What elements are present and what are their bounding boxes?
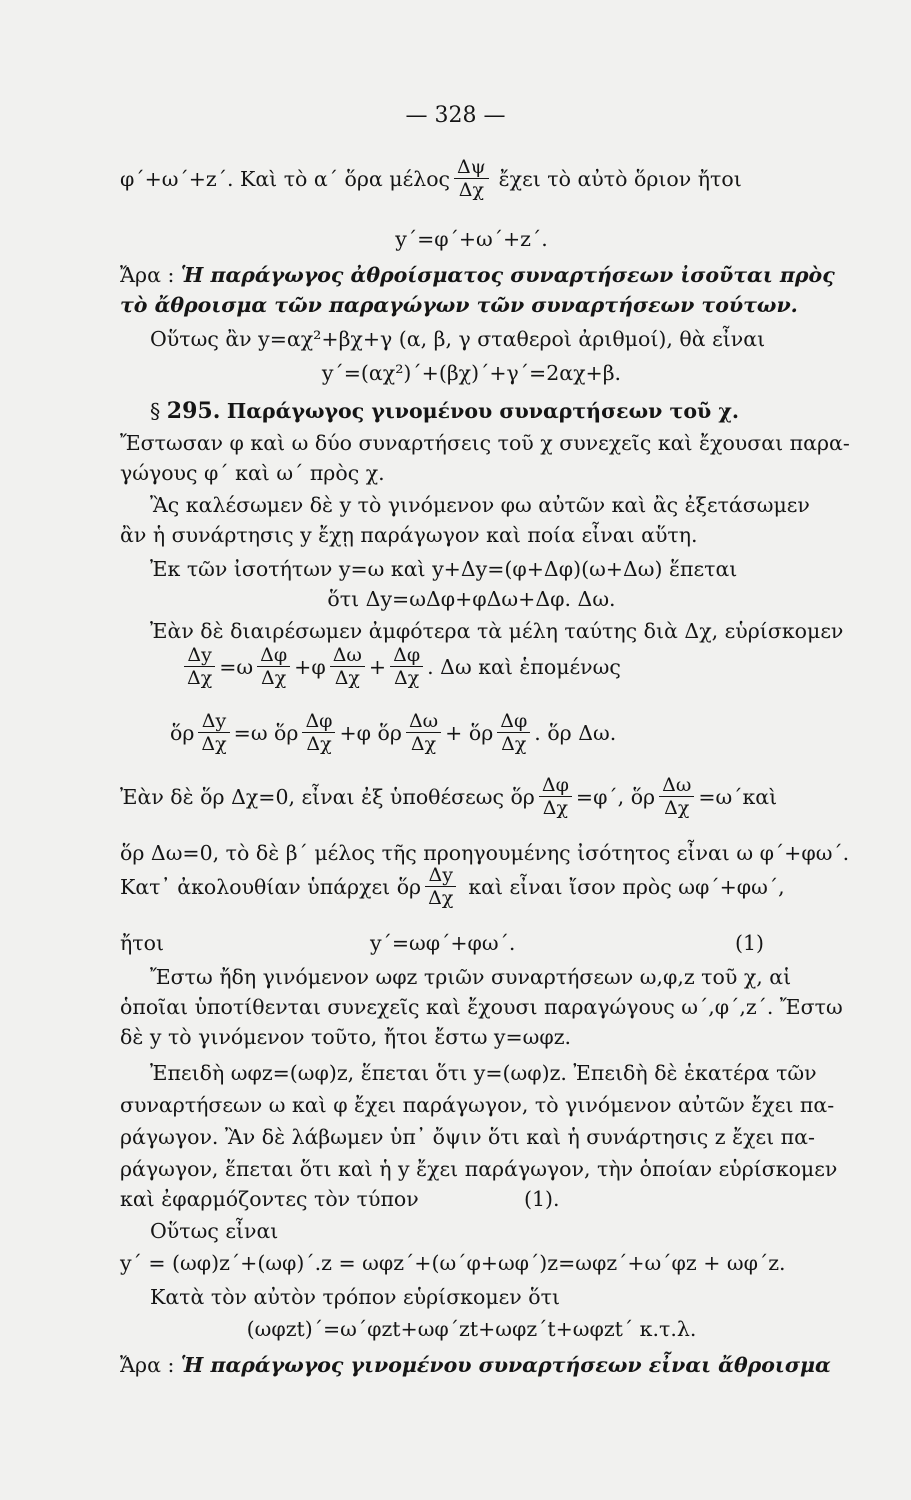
section-title: Παράγωγος γινομένου συναρτήσεων τοῦ χ. — [226, 399, 739, 423]
formula-consequence — [120, 864, 823, 909]
page-number: — 328 — — [405, 103, 506, 128]
den: Δχ — [261, 667, 287, 689]
op: ὅρ — [170, 720, 195, 745]
op: . ὅρ Δω. — [534, 720, 617, 745]
example-equation: y΄=(αχ²)΄+(βχ)΄+γ΄=2αχ+β. — [321, 361, 622, 385]
num: Δy — [428, 864, 453, 886]
formula-quotient — [180, 644, 823, 689]
equation-ref: (1). — [524, 1187, 560, 1211]
intro-text-b: ἔχει τὸ αὐτὸ ὅριον ἤτοι — [498, 166, 742, 191]
den: Δχ — [542, 797, 568, 819]
rule-prefix: Ἄρα : — [120, 263, 175, 287]
text-line: γώγους φ΄ καὶ ω΄ πρὸς χ. — [120, 461, 385, 485]
text-line: Ἐκ τῶν ἰσοτήτων y=ω καὶ y+Δy=(φ+Δφ)(ω+Δω) ἕπεται — [150, 557, 738, 581]
text-line: ὅρ Δω=0, τὸ δὲ β΄ μέλος τῆς προηγουμένης ἰσότητος εἶναι ω φ΄+φω΄. — [120, 841, 850, 865]
frac-num: Δψ — [457, 156, 486, 178]
den: Δχ — [334, 667, 360, 689]
num: Δφ — [541, 774, 569, 796]
text-line: Ἐὰν δὲ διαιρέσωμεν ἀμφότερα τὰ μέλη ταύτης διὰ Δχ, εὑρίσκομεν — [150, 619, 844, 643]
example-line: Οὕτως ἂν y=αχ²+βχ+γ (α, β, γ σταθεροὶ ἀριθμοί), θὰ εἶναι — [150, 327, 766, 351]
fraction — [330, 644, 365, 689]
num: Δω — [662, 774, 692, 796]
op: + ὅρ — [445, 720, 494, 745]
op: + — [368, 654, 387, 679]
op: +φ — [294, 654, 326, 679]
section-number: 295. — [166, 398, 221, 424]
fraction — [257, 644, 290, 689]
text: καὶ εἶναι ἴσον πρὸς ωφ΄+φω΄, — [468, 874, 785, 899]
text-line: Ἔστωσαν φ καὶ ω δύο συναρτήσεις τοῦ χ συνεχεῖς καὶ ἔχουσαι παρα- — [120, 431, 850, 455]
fraction — [539, 774, 572, 819]
frac-den: Δχ — [458, 179, 484, 201]
fraction — [198, 710, 229, 755]
equation: y΄=ωφ΄+φω΄. — [370, 931, 516, 955]
num: Δω — [332, 644, 362, 666]
den: Δχ — [306, 733, 332, 755]
intro-line — [120, 156, 823, 201]
text: =ω΄καὶ — [698, 784, 778, 809]
op: . Δω καὶ ἑπομένως — [427, 654, 621, 679]
section-sign: § — [150, 399, 161, 423]
text: ἤτοι — [120, 931, 165, 955]
num: Δy — [187, 644, 212, 666]
rule-sum-line1 — [120, 262, 835, 288]
rule-text: Ἡ παράγωγος γινομένου συναρτήσεων εἶναι ἄθροισμα — [180, 1353, 831, 1377]
equation-delta-y: ὅτι Δy=ωΔφ+φΔω+Δφ. Δω. — [327, 587, 616, 611]
num: Δφ — [393, 644, 421, 666]
fraction — [184, 644, 215, 689]
den: Δχ — [664, 797, 690, 819]
equation-triple: y΄ = (ωφ)z΄+(ωφ)΄.z = ωφz΄+(ω΄φ+ωφ΄)z=ωφz΄+ω΄φz + ωφ΄z. — [120, 1251, 786, 1275]
text-line: ράγωγον, ἕπεται ὅτι καὶ ἡ y ἔχει παράγωγον, τὴν ὁποίαν εὑρίσκομεν — [120, 1157, 838, 1181]
num: Δφ — [500, 710, 528, 732]
op: +φ ὅρ — [339, 720, 402, 745]
fraction — [425, 864, 456, 909]
num: Δφ — [260, 644, 288, 666]
text: καὶ ἐφαρμόζοντες τὸν τύπον — [120, 1187, 419, 1211]
fraction — [406, 710, 441, 755]
equation-sum: y΄=φ΄+ω΄+z΄. — [395, 227, 548, 251]
intro-text-a: φ΄+ω΄+z΄. Καὶ τὸ α΄ ὅρα μέλος — [120, 166, 451, 191]
num: Δy — [201, 710, 227, 732]
den: Δχ — [501, 733, 527, 755]
text: Ἐὰν δὲ ὅρ Δχ=0, εἶναι ἐξ ὑποθέσεως ὅρ — [120, 784, 535, 809]
text-line — [120, 1186, 823, 1212]
text-line: Ἔστω ἤδη γινόμενον ωφz τριῶν συναρτήσεων ω,φ,z τοῦ χ, αἱ — [150, 965, 792, 989]
fraction — [659, 774, 694, 819]
text-line: Κατὰ τὸν αὐτὸν τρόπον εὑρίσκομεν ὅτι — [150, 1285, 560, 1309]
num: Δφ — [305, 710, 333, 732]
rule-text: Ἡ παράγωγος ἀθροίσματος συναρτήσεων ἰσοῦται πρὸς — [180, 263, 835, 287]
text-line: Ἐπειδὴ ωφz=(ωφ)z, ἕπεται ὅτι y=(ωφ)z. Ἐπειδὴ δὲ ἑκατέρα τῶν — [150, 1061, 817, 1085]
fraction — [497, 710, 530, 755]
den: Δχ — [410, 733, 437, 755]
op: =ω ὅρ — [233, 720, 299, 745]
text: Κατ᾽ ἀκολουθίαν ὑπάρχει ὅρ — [120, 874, 422, 899]
den: Δχ — [428, 887, 454, 909]
num: Δω — [408, 710, 439, 732]
rule-product — [120, 1352, 831, 1378]
text-line: ἂν ἡ συνάρτησις y ἔχῃ παράγωγον καὶ ποία εἶναι αὕτη. — [120, 523, 698, 547]
equation-product — [120, 930, 823, 956]
den: Δχ — [201, 733, 227, 755]
text-line: συναρτήσεων ω καὶ φ ἔχει παράγωγον, τὸ γινόμενον αὐτῶν ἔχει πα- — [120, 1093, 835, 1117]
fraction — [302, 710, 335, 755]
rule-prefix: Ἄρα : — [120, 1353, 175, 1377]
fraction-dpsi-dx — [454, 156, 489, 201]
den: Δχ — [394, 667, 420, 689]
equation-number: (1) — [735, 931, 765, 955]
text-line: Οὕτως εἶναι — [150, 1219, 279, 1243]
text-line: ὁποῖαι ὑποτίθενται συνεχεῖς καὶ ἔχουσι παραγώγους ω΄,φ΄,z΄. Ἔστω — [120, 995, 843, 1019]
formula-hypothesis — [120, 774, 823, 819]
equation-quadruple: (ωφzt)΄=ω΄φzt+ωφ΄zt+ωφz΄t+ωφzt΄ κ.τ.λ. — [246, 1317, 697, 1341]
fraction — [390, 644, 423, 689]
text-line: ράγωγον. Ἂν δὲ λάβωμεν ὑπ᾽ ὄψιν ὅτι καὶ ἡ συνάρτησις z ἔχει πα- — [120, 1125, 815, 1149]
op: =ω — [219, 654, 254, 679]
text: =φ΄, ὅρ — [575, 784, 656, 809]
text-line: Ἂς καλέσωμεν δὲ y τὸ γινόμενον φω αὐτῶν καὶ ἂς ἐξετάσωμεν — [150, 493, 810, 517]
text-line: δὲ y τὸ γινόμενον τοῦτο, ἤτοι ἔστω y=ωφz. — [120, 1025, 572, 1049]
formula-limit — [170, 710, 823, 755]
den: Δχ — [187, 667, 213, 689]
rule-sum-line2: τὸ ἄθροισμα τῶν παραγώγων τῶν συναρτήσεων τούτων. — [120, 293, 798, 317]
section-heading — [120, 398, 823, 424]
